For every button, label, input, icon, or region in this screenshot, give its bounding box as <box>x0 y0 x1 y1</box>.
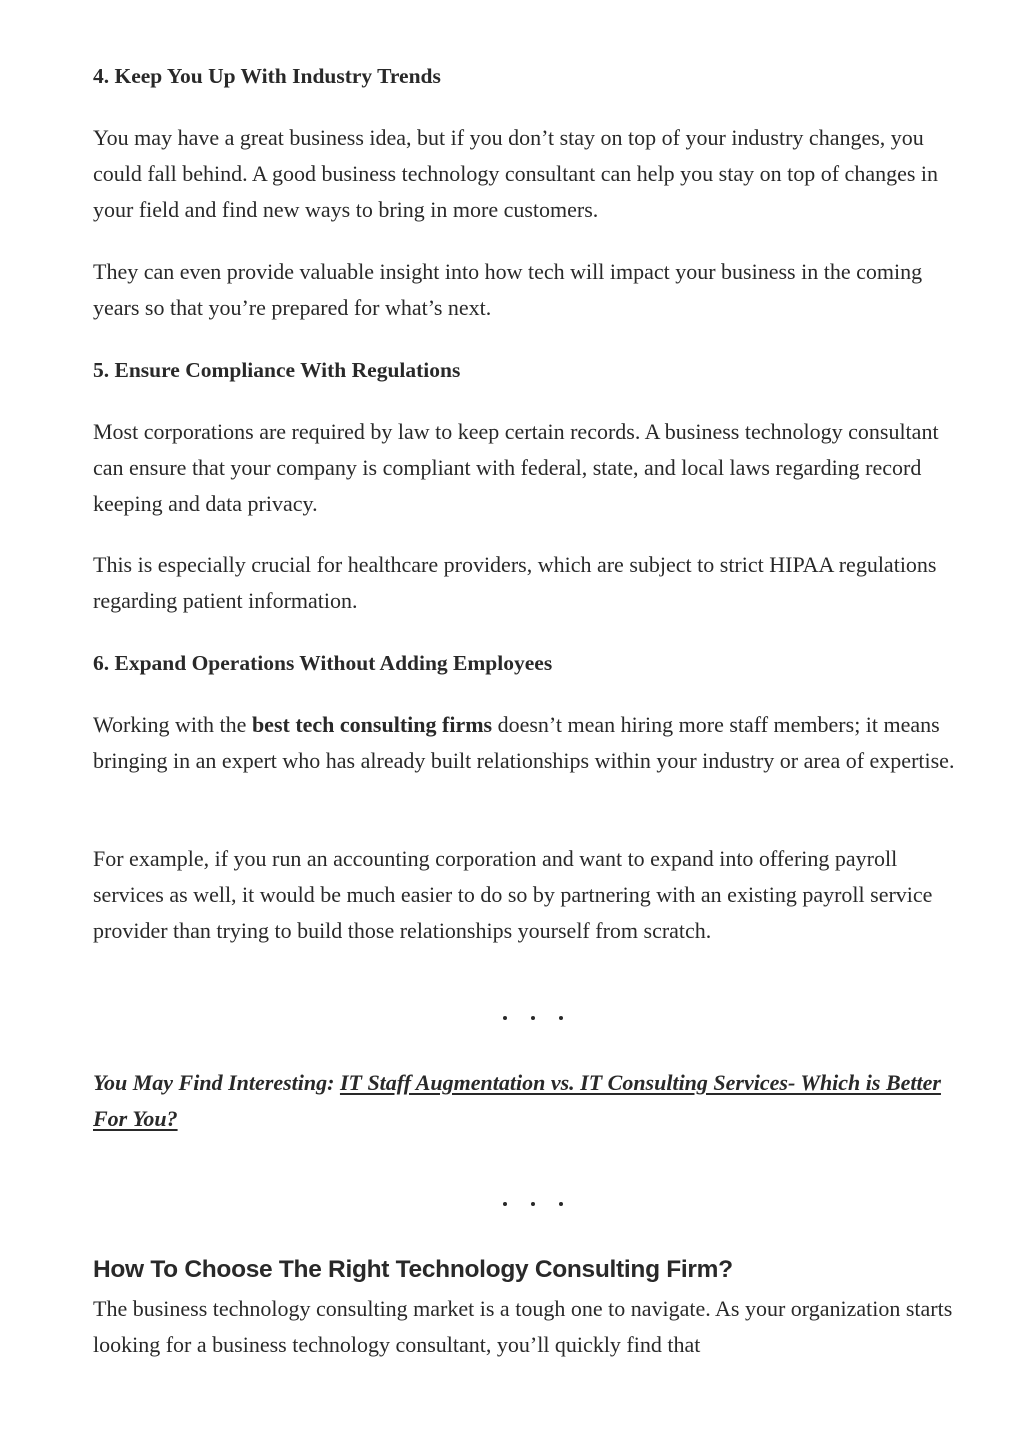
paragraph-text: Working with the <box>93 712 252 737</box>
section-heading-4: 4. Keep You Up With Industry Trends <box>93 64 441 88</box>
bold-phrase: best tech consulting firms <box>251 712 493 737</box>
paragraph: They can even provide valuable insight into how tech will impact your business in the coming years so that you’re prepared for what’s next. <box>93 259 923 320</box>
section-heading-6: 6. Expand Operations Without Adding Employees <box>93 651 553 675</box>
section-separator <box>93 1188 973 1208</box>
related-label: You May Find Interesting: <box>93 1070 335 1095</box>
paragraph-text: doesn’t mean hiring more staff members; it means bringing in an expert who has already built relationships within your industry or area of expertise. <box>93 712 955 773</box>
section-title: How To Choose The Right Technology Consulting Firm? <box>93 1256 733 1283</box>
section-separator <box>93 1002 973 1022</box>
paragraph: Most corporations are required by law to keep certain records. A business technology consultant can ensure that your company is compliant with federal, state, and local laws regarding record keeping and data privacy. <box>93 419 939 516</box>
separator-dot <box>531 1016 535 1020</box>
paragraph <box>93 707 973 779</box>
paragraph: This is especially crucial for healthcare providers, which are subject to strict HIPAA regulations regarding patient information. <box>93 552 937 613</box>
paragraph: You may have a great business idea, but if you don’t stay on top of your industry changes, you could fall behind. A good business technology consultant can help you stay on top of changes in your field and find new ways to bring in more customers. <box>93 125 939 222</box>
related-article-callout <box>93 1065 973 1137</box>
separator-dot <box>503 1202 507 1206</box>
separator-dot <box>559 1016 563 1020</box>
separator-dot <box>531 1202 535 1206</box>
related-article-link[interactable]: IT Staff Augmentation vs. IT Consulting Services- Which is Better For You? <box>93 1070 941 1131</box>
section-heading-5: 5. Ensure Compliance With Regulations <box>93 358 461 382</box>
paragraph: The business technology consulting market is a tough one to navigate. As your organization starts looking for a business technology consultant, you’ll quickly find that <box>93 1296 953 1357</box>
separator-dot <box>503 1016 507 1020</box>
paragraph: For example, if you run an accounting corporation and want to expand into offering payroll services as well, it would be much easier to do so by partnering with an existing payroll service provider than trying to build those relationships yourself from scratch. <box>93 846 933 943</box>
separator-dot <box>559 1202 563 1206</box>
